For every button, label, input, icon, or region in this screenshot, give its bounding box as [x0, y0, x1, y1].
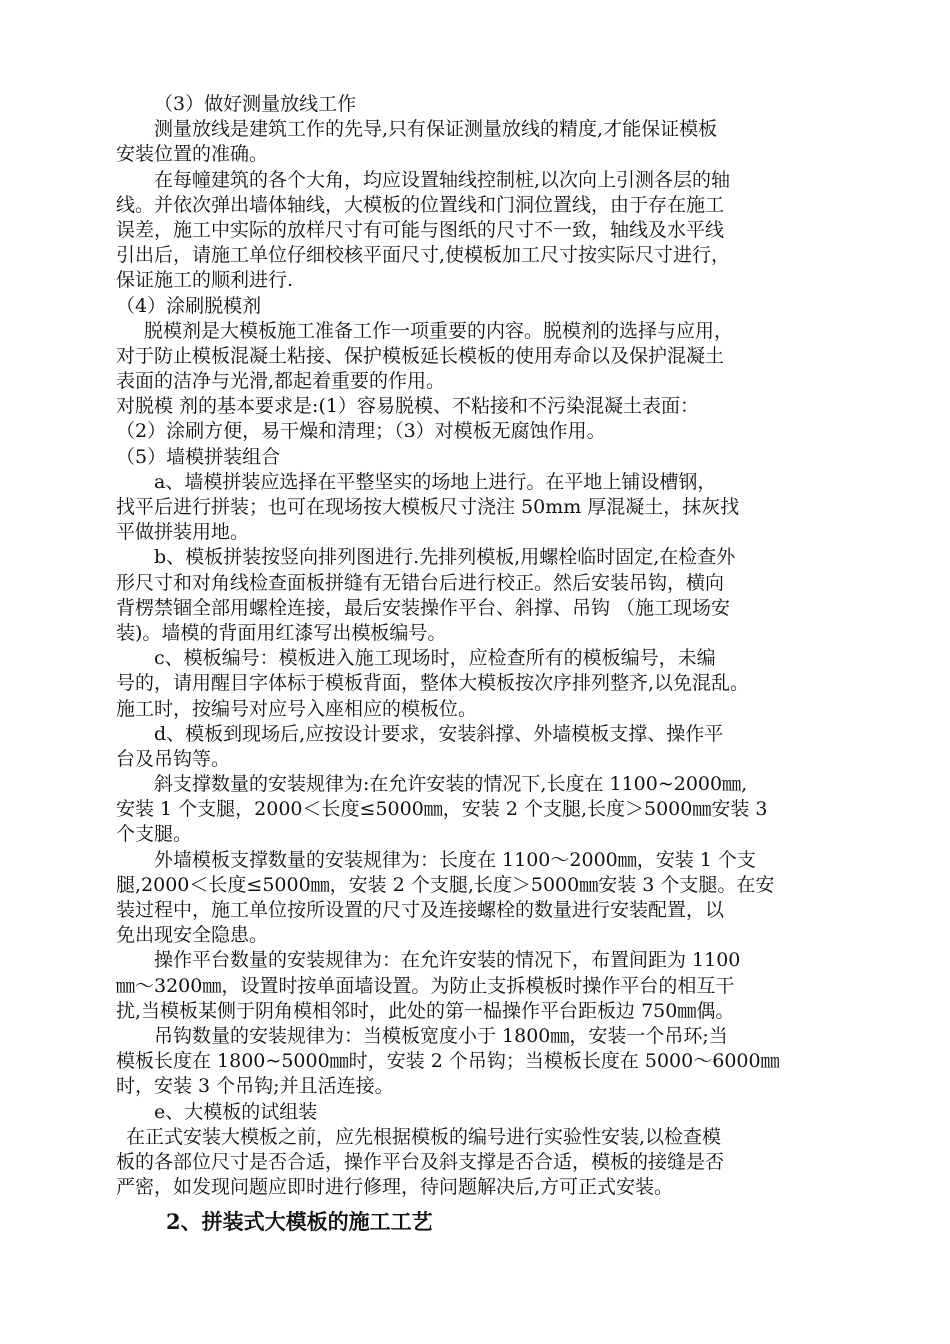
paragraph-line: 引出后，请施工单位仔细校核平面尺寸,使模板加工尺寸按实际尺寸进行， — [116, 244, 731, 267]
paragraph-line: 脱模剂是大模板施工准备工作一项重要的内容。脱模剂的选择与应用， — [144, 319, 734, 342]
paragraph-line: d、模板到现场后,应按设计要求，安装斜撑、外墙模板支撑、操作平 — [154, 722, 724, 745]
paragraph-line: 斜支撑数量的安装规律为:在允许安装的情况下,长度在 1100~2000㎜, — [154, 773, 748, 796]
section-heading-2: 2、拼装式大模板的施工工艺 — [166, 1209, 433, 1235]
paragraph-line: 免出现安全隐患。 — [116, 924, 269, 947]
paragraph-line: 找平后进行拼装；也可在现场按大模板尺寸浇注 50mm 厚混凝土，抹灰找 — [116, 496, 740, 518]
paragraph-line: 操作平台数量的安装规律为：在允许安装的情况下，布置间距为 1100 — [154, 949, 741, 972]
paragraph-line: 对脱模 剂的基本要求是:(1）容易脱模、不粘接和不污染混凝土表面： — [116, 395, 699, 418]
heading-e: e、大模板的试组装 — [154, 1100, 318, 1123]
paragraph-line: 保证施工的顺利进行. — [116, 269, 294, 292]
paragraph-line: 对于防止模板混凝土粘接、保护模板延长模板的使用寿命以及保护混凝土 — [116, 344, 725, 367]
paragraph-line: 吊钩数量的安装规律为：当模板宽度小于 1800㎜，安装一个吊环;当 — [154, 1024, 728, 1047]
paragraph-line: 时，安装 3 个吊钩;并且活连接。 — [116, 1075, 394, 1098]
paragraph-line: 误差，施工中实际的放样尺寸有可能与图纸的尺寸不一致，轴线及水平线 — [116, 218, 725, 241]
heading-4: （4）涂刷脱模剂 — [116, 294, 262, 317]
paragraph-line: 线。并依次弹出墙体轴线，大模板的位置线和门洞位置线，由于存在施工 — [116, 193, 725, 216]
paragraph-line: ㎜～3200㎜，设置时按单面墙设置。为防止支拆模板时操作平台的相互干 — [116, 974, 735, 997]
paragraph-line: 腿,2000＜长度≤5000㎜，安装 2 个支腿,长度＞5000㎜安装 3 个支腿。在安 — [116, 873, 775, 896]
paragraph-line: 模板长度在 1800~5000㎜时，安装 2 个吊钩；当模板长度在 5000～6000㎜ — [116, 1050, 780, 1073]
document-page — [116, 92, 840, 1234]
heading-5: （5）墙模拼装组合 — [116, 445, 281, 468]
paragraph-line: 台及吊钩等。 — [116, 747, 231, 770]
paragraph-line: a、墙模拼装应选择在平整坚实的场地上进行。在平地上铺设槽钢， — [154, 470, 717, 493]
paragraph-line: 装过程中，施工单位按所设置的尺寸及连接螺栓的数量进行安装配置，以 — [116, 899, 725, 921]
paragraph-line: 施工时，按编号对应号入座相应的模板位。 — [116, 697, 478, 720]
paragraph-line: c、模板编号：模板进入施工现场时，应检查所有的模板编号，未编 — [154, 647, 716, 670]
paragraph-line: （2）涂刷方便，易干燥和清理；（3）对模板无腐蚀作用。 — [116, 420, 606, 443]
paragraph-line: 安装位置的准确。 — [116, 143, 269, 166]
paragraph-line: 表面的洁净与光滑,都起着重要的作用。 — [116, 370, 446, 393]
paragraph-line: 扰,当模板某侧于阴角模相邻时，此处的第一榀操作平台距板边 750㎜偶。 — [116, 999, 735, 1022]
paragraph-line: 安装 1 个支腿，2000＜长度≤5000㎜，安装 2 个支腿,长度＞5000㎜安装 3 — [116, 798, 768, 821]
paragraph-line: 严密，如发现问题应即时进行修理，待问题解决后,方可正式安装。 — [116, 1176, 674, 1199]
paragraph-line: b、模板拼装按竖向排列图进行.先排列模板,用螺栓临时固定,在检查外 — [154, 546, 736, 569]
paragraph-line: 在正式安装大模板之前，应先根据模板的编号进行实验性安装,以检查模 — [126, 1125, 722, 1148]
paragraph-line: 个支腿。 — [116, 823, 193, 846]
paragraph-line: 装)。墙模的背面用红漆写出模板编号。 — [116, 621, 447, 644]
paragraph-line: 平做拼装用地。 — [116, 521, 250, 544]
paragraph-line: 外墙模板支撑数量的安装规律为：长度在 1100～2000㎜，安装 1 个支 — [154, 848, 756, 871]
paragraph-line: 号的，请用醒目字体标于模板背面，整体大模板按次序排列整齐,以免混乱。 — [116, 672, 750, 695]
paragraph-line: 形尺寸和对角线检查面板拼缝有无错台后进行校正。然后安装吊钩，横向 — [116, 571, 725, 594]
paragraph-line: 测量放线是建筑工作的先导,只有保证测量放线的精度,才能保证模板 — [154, 118, 718, 141]
paragraph-line: 板的各部位尺寸是否合适，操作平台及斜支撑是否合适，模板的接缝是否 — [116, 1150, 725, 1173]
paragraph-line: 在每幢建筑的各个大角，均应设置轴线控制桩,以次向上引测各层的轴 — [154, 168, 731, 191]
paragraph-line: 背楞禁锢全部用螺栓连接，最后安装操作平台、斜撑、吊钩 （施工现场安 — [116, 596, 731, 619]
heading-3: （3）做好测量放线工作 — [154, 93, 357, 115]
